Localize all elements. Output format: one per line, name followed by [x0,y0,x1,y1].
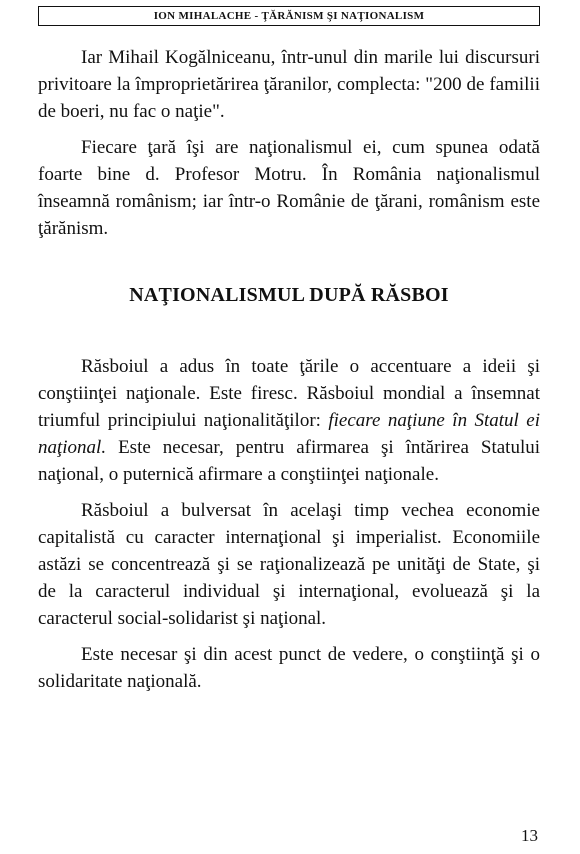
paragraph-kogalniceanu: Iar Mihail Kogălniceanu, într-unul din marile lui discursuri privitoare la împroprietărirea ţăranilor, complecta: "200 de familii de boeri, nu fac o naţie". [38,47,540,122]
paragraph-block [38,497,540,632]
paragraph-block [38,44,540,125]
section-heading: NAŢIONALISMUL DUPĂ RĂSBOI [129,284,449,306]
paragraph-war-economy: Răsboiul a bulversat în acelaşi timp vechea economie capitalistă cu caracter internaţional şi imperialist. Economiile astăzi se concentrează şi se raţionalizează pe unităţi de State, şi de la caracterul individual şi internaţional, evoluează şi la caracterul social-solidarist şi naţional. [38,500,540,629]
running-header-title: ION MIHALACHE - ŢĂRĂNISM ŞI NAŢIONALISM [153,9,425,22]
paragraph-text: Răsboiul a adus în toate ţările o accentuare a ideii şi conştiinţei naţionale. Este firesc. Răsboiul mondial a însemnat triumful principiului naţionalităţilor: [38,356,540,431]
paragraph-war-national-idea [38,353,540,488]
paragraph-text: Este necesar, pentru afirmarea şi întărirea Statului naţional, o puternică afirmare a conştiinţei naţionale. [38,437,540,485]
page-number: 13 [521,826,538,845]
paragraph-block [38,353,540,488]
paragraph-national-solidarity: Este necesar şi din acest punct de vedere, o conştiinţă şi o solidaritate naţională. [38,644,540,692]
paragraph-block [38,134,540,242]
paragraph-block [38,641,540,695]
running-header [38,6,540,26]
paragraph-nationalism-romania: Fiecare ţară îşi are naţionalismul ei, cum spunea odată foarte bine d. Profesor Motru. În România naţionalismul înseamnă românism; iar într-o Românie de ţărani, românism este ţărănism. [38,137,540,239]
page-body [38,44,540,704]
italic-quote: fiecare naţiune în Statul ei naţional. [38,410,540,458]
